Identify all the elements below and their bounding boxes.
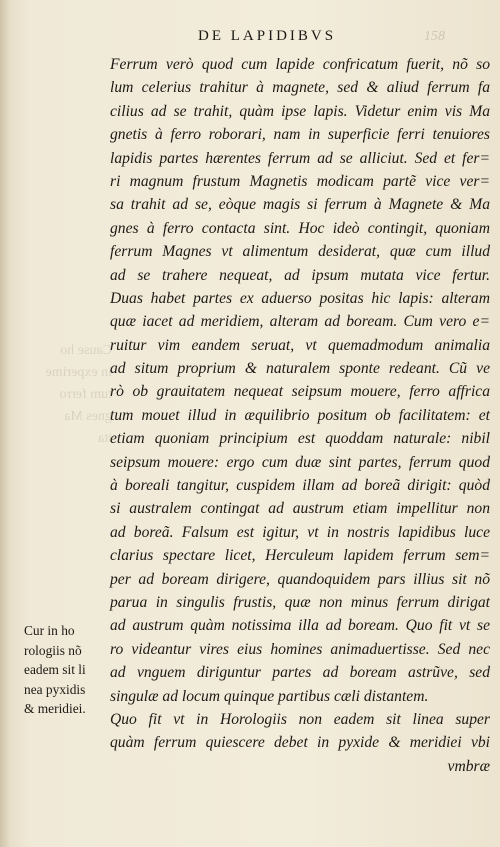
marginal-line: Cur in ho (24, 623, 75, 638)
text-line: cilius ad se trahit, quàm ipse lapis. Videtur enim vis Ma (110, 102, 490, 120)
text-line: ri magnum frustum Magnetis modicam partẽ vice ver= (110, 172, 490, 190)
text-line: Duas habet partes ex aduerso positas hic lapis: alteram (110, 289, 490, 307)
text-line: lapidis partes hærentes ferrum ad se alliciut. Sed et fer= (110, 149, 490, 167)
text-line: quàm ferrum quiescere debet in pyxide & meridiei vbi (110, 734, 490, 752)
text-line: parua in singulis frustis, quæ non minus ferrum dirigat (110, 593, 490, 611)
text-line: seipsum mouere: ergo cum duæ sint partes, ferrum quod (110, 453, 490, 471)
faint-folio-number: 158 (424, 29, 445, 44)
text-line: ad se trahere nequeat, ad ipsum mutata vice fertur. (110, 266, 490, 284)
text-line: gnetis à ferro roborari, nam in superficie ferri tenuiores (110, 126, 490, 144)
text-line: etiam quoniam principium est quoddam naturale: nibil (110, 430, 490, 448)
text-line: ro videantur vires eius homines animaduertisse. Sed nec (110, 640, 490, 658)
text-line: ad situm proprium & naturalem sponte redeant. Cũ ve (110, 360, 490, 378)
text-line: tum mouet illud in æquilibrio positum ob facilitatem: et (110, 406, 490, 424)
marginal-line: eadem sit li (24, 662, 86, 678)
text-line: clarius spectare licet, Herculeum lapidem ferrum sem= (110, 547, 490, 565)
text-line: si australem contingat ad austrum etiam impellitur non (110, 500, 490, 518)
text-line: rò ob grauitatem nequeat seipsum mouere, ferro affrica (110, 383, 490, 401)
text-line: lum celerius trahitur à magnete, sed & aliud ferrum fa (110, 79, 490, 97)
text-line: sa trahit ad se, eòque magis si ferrum à Magnete & Ma (110, 196, 490, 214)
text-line: ruitur vim eandem seruat, vt quemadmodum animalia (110, 336, 490, 354)
text-line: quæ iacet ad meridiem, alteram ad boream. Cum vero e= (110, 313, 490, 331)
page-gutter-shadow (0, 0, 10, 847)
marginal-line: rologiis nõ (24, 642, 82, 658)
text-line: ad boreã. Falsum est igitur, vt in nostris lapidibus luce (110, 523, 490, 541)
text-line: ad austrum quàm notissima illa ad boream. Quo fit vt se (110, 617, 490, 635)
marginal-note (24, 621, 110, 719)
marginal-line: & meridiei. (24, 701, 86, 717)
bleed-through-text: Cause ho in experime tum ferro gnes Ma ita (45, 343, 112, 446)
main-text-block (110, 53, 490, 778)
text-line: gnes à ferro contacta sint. Hoc ideò contingit, quoniam (110, 219, 490, 237)
text-line: ad vnguem diriguntur partes ad boream astrũve, sed (110, 664, 490, 682)
text-line: per ad boream dirigere, quandoquidem pars illius sit nõ (110, 570, 490, 588)
text-line: Quo fit vt in Horologiis non eadem sit linea super (110, 710, 490, 728)
running-head: DE LAPIDIBVS (198, 28, 337, 44)
text-line: Ferrum verò quod cum lapide confricatum fuerit, nõ so (110, 56, 490, 73)
text-line: singulæ ad locum quinque partibus cæli distantem. (110, 687, 429, 705)
marginal-line: nea pyxidis (24, 681, 86, 697)
text-line: à boreali tangitur, cuspidem illam ad boreã dirigit: quòd (110, 477, 490, 495)
text-line: ferrum Magnes vt alimentum desiderat, quæ cum illud (110, 243, 490, 261)
catchword-line: vmbræ (447, 757, 490, 775)
